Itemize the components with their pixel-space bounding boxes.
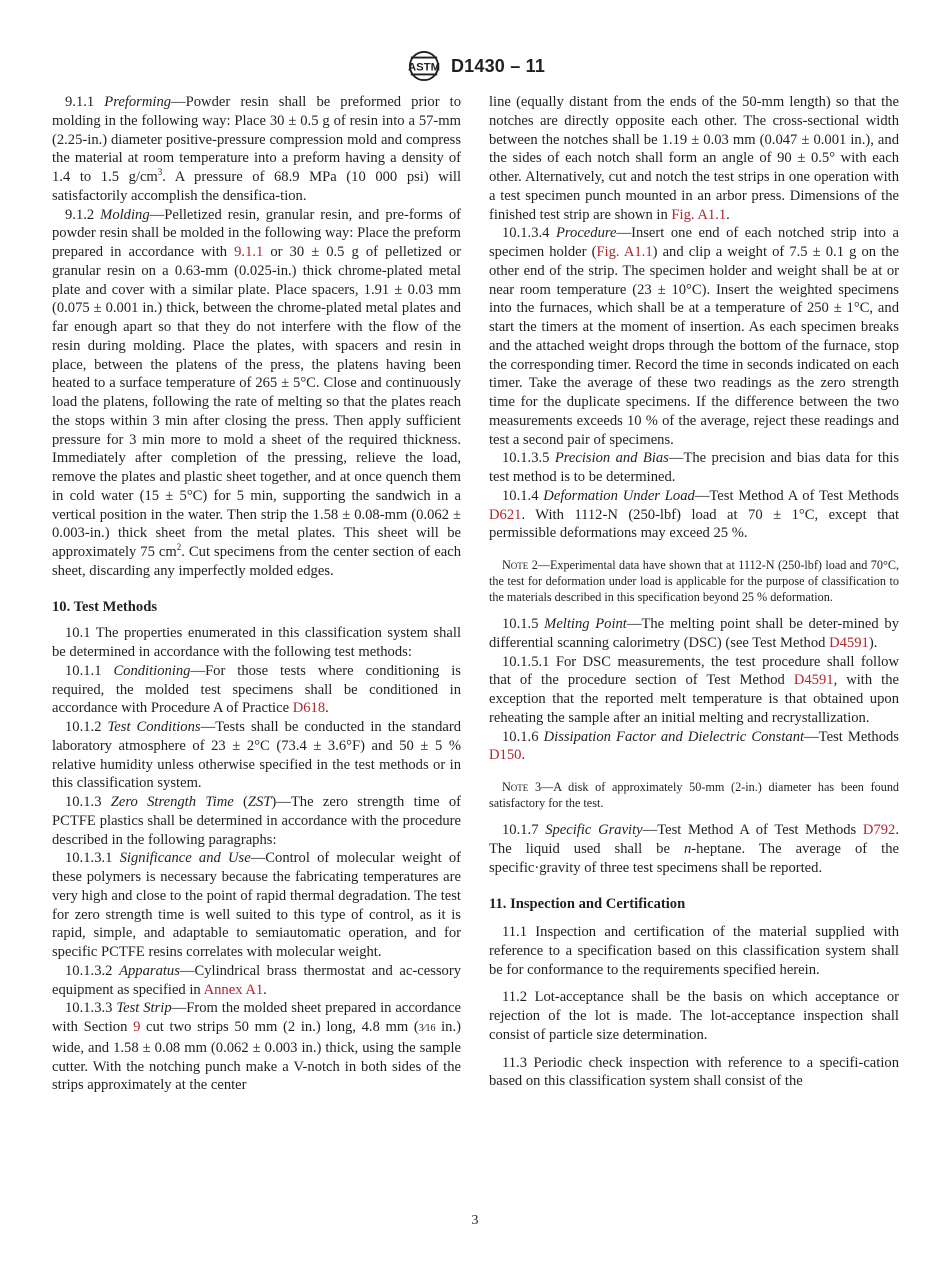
link-annex-a1[interactable]: Annex A1 [203,981,264,998]
body-text: —Test Method A of Test Methods [694,487,899,504]
note-text: —Experimental data have shown that at 1112-N (250-lbf) load and 70°C, the test for deformation under load is applicable for the purpose of classification to the materials described in this specification beyond 25 % deformation. [489,558,899,604]
body-text: . The liquid used shall be [489,822,900,857]
section-title: Test Conditions [107,719,201,735]
section-number: 10.1.5 [502,616,539,632]
body-text: . A pressure of 68.9 MPa (10 000 psi) will satisfactorily accomplish the densifica-tion. [52,169,462,204]
body-text: —For those tests where conditioning is required, the molded test specimens shall be conditioned in accordance with Procedure A of Practice [52,662,461,717]
section-number: 10.1.3.2 [65,962,113,979]
body-text: . [325,700,329,717]
body-text: —Powder resin shall be preformed prior to molding in the following way: Place 30 ± 0.5 g of resin into a 57-mm (2.25-in.) diameter positive-pressure compression mold and compress the material at room temperature into a preform having a density of 1.4 to 1.5 g/cm [52,94,461,185]
fraction: 3⁄16 [418,1023,436,1034]
body-text: —The zero strength time of PCTFE plastics shall be determined in accordance with the procedure described in the following paragraphs: [52,794,461,848]
section-number: 10.1.3 [65,794,102,810]
link-d618[interactable]: D618 [292,700,326,717]
note-text: —A disk of approximately 50-mm (2-in.) diameter has been found satisfactory for the test. [489,780,900,810]
body-text: cut two strips 50 mm (2 in.) long, 4.8 mm ( [140,1019,419,1035]
note-label: Note 3 [502,780,542,794]
body-text: , with the exception that the reported melt temperature is that obtained upon reheating the sample after an initial melting and recrystallization. [489,672,899,726]
note-label: Note 2 [502,558,538,572]
svg-text:ASTM: ASTM [407,61,440,74]
section-heading-10: 10. Test Methods [52,598,158,615]
body-text: in.) wide, and 1.58 ± 0.08 mm (0.062 ± 0.003 in.) thick, using the sample cutter. With the notching punch make a V-notch in both sides of the strips approximately at the center [52,1019,461,1094]
section-number: 9.1.2 [65,206,95,223]
astm-logo-icon [405,50,443,82]
body-text: ( [233,794,248,810]
body-text: ) and clip a weight of 7.5 ± 0.1 g on the other end of the strip. The specimen holder and weight shall be at or near room temperature (23 ± 10°C). Insert the weighted specimens into the furnaces, which shall be at a temperature of 250 ± 1°C, and start the timers at the moment of insertion. As each specimen breaks and the attached weight drops through the bottom of the furnace, stop the corresponding timer. Record the time in seconds indicated on each timer. Take the average of these two readings as the zero strength time for the duplicate specimens. If the difference between the two measurements exceeds 10 % of the average, reject these readings and test a second pair of specimens. [489,244,899,448]
body-text: —Insert one end of each notched strip into a specimen holder ( [489,225,899,260]
link-d150[interactable]: D150 [489,747,522,764]
abbreviation: ZST [247,794,272,810]
paragraph-10-1-5 [489,615,899,653]
paragraph-10-1: 10.1 The properties enumerated in this classification system shall be determined in accordance with the following test methods: [52,625,461,660]
section-title: Dissipation Factor and Dielectric Constant [543,728,805,745]
paragraph-10-1-3-4 [489,224,899,449]
section-number: 10.1.3.1 [65,850,113,867]
body-text: 10.1.5.1 For DSC measurements, the test procedure shall follow that of the procedure section of Test Method [489,653,899,689]
body-text: —Test Method A of Test Methods [642,822,863,838]
section-title: Melting Point [544,616,627,632]
right-column [489,93,899,1091]
body-text: —Pelletized resin, granular resin, and pre-forms of powder resin shall be molded in the following way: Place the preform prepared in accordance with [52,206,461,260]
page-number: 3 [471,1213,479,1228]
section-title: Procedure [555,225,617,242]
body-text: line (equally distant from the ends of the 50-mm length) so that the notches are directly opposite each other. The cross-sectional width between the notches shall be 1.19 ± 0.03 mm (0.047 ± 0.001 in.), and the sides of each notch shall form an angle of 90 ± 0.5° with each other. Alternatively, cut and notch the test strips in one operation with a test specimen punch mounted in an arbor press. Dimensions of the finished test strip are shown in [489,94,899,223]
note-2 [489,557,899,605]
superscript: 3 [157,167,163,177]
body-text: . [521,747,526,764]
section-number: 10.1.3.4 [502,225,550,242]
paragraph-10-1-5-1 [489,653,899,728]
section-title: Preforming [104,94,172,110]
section-number: 10.1.3.5 [502,450,550,467]
body-text: . [726,206,730,223]
section-heading-11: 11. Inspection and Certification [489,896,686,913]
body-text: . With 1112-N (250-lbf) load at 70 ± 1°C, except that permissible deformations may exceed 25 %. [489,506,899,542]
paragraph-10-1-3-5 [489,449,899,487]
paragraph-10-1-2 [52,718,461,793]
section-title: Apparatus [119,962,180,979]
paragraph-10-1-3-1 [52,849,461,962]
section-title: Precision and Bias [554,450,669,467]
section-number: 10.1.3.3 [65,1000,113,1017]
link-fig-a1-1[interactable]: Fig. A1.1 [671,206,727,223]
italic-n: n [683,840,692,857]
superscript: 2 [176,542,182,552]
document-id: D1430 – 11 [450,55,546,76]
paragraph-10-1-3-2 [52,962,461,1000]
paragraph-11-1: 11.1 Inspection and certification of the material supplied with reference to a specification based on this classification system shall be for conformance to the requirements specified herein. [489,924,899,978]
paragraph-10-1-3-3 [52,999,461,1095]
page-header [0,50,950,87]
link-fig-a1-1[interactable]: Fig. A1.1 [596,244,653,260]
section-title: Zero Strength Time [110,794,234,810]
section-title: Deformation Under Load [543,487,695,504]
paragraph-10-1-7 [489,821,899,877]
body-text: or 30 ± 0.5 g of pelletized or granular resin on a 0.63-mm (0.025-in.) thick chrome-plated metal plate and cover with a similar plate. Place spacers, 1.91 ± 0.03 mm (0.075 ± 0.001 in.) thick, between the chrome-plated metal plates and far enough apart so that they do not interfere with the flow of the resin during molding. Place the plates, with spacers and resin in place, between the platens of the press, the platens having been heated to a surface temperature of 265 ± 5°C. Close and continuously load the platens, following the rate of melting so that the plates reach the stops within 3 min after closing the press. Then apply sufficient pressure for 3 min more to mold a sheet of the required thickness. Immediately after completion of the pressing, relieve the load, remove the plates and plastic sheet together, and at once quench them in cold water (15 ± 5°C) for 5 min, supporting the sandwich in a vertical position in the water. Then strip the 1.58 ± 0.08-mm (0.062 ± 0.003-in.) thick sheet from the metal plates. This sheet will be approximately 75 cm [52,244,461,560]
body-text: —Control of molecular weight of these polymers is necessary because the fabricating temperatures are very high and close to the point of rapid thermal degradation. The test for zero strength time is well suited to this type of control, as it is rapid, simple, and adaptable to semiautomatic operation, and for specific PCTFE resins correlates with molecular weight. [52,850,461,960]
body-text: . [263,981,267,998]
section-title: Conditioning [113,662,191,679]
section-title: Test Strip [116,1000,172,1017]
body-text: ) [271,794,277,810]
paragraph-10-1-6 [489,728,899,766]
link-d4591[interactable]: D4591 [793,672,834,689]
link-d621[interactable]: D621 [489,506,522,523]
paragraph-11-2: 11.2 Lot-acceptance shall be the basis on which acceptance or rejection of the lot is made. The lot-acceptance inspection shall consist of particle size determination. [489,989,899,1043]
link-9-1-1[interactable]: 9.1.1 [234,244,264,260]
section-number: 10.1.6 [502,728,539,745]
paragraph-9-1-2 [52,206,461,581]
section-number: 9.1.1 [65,94,95,110]
link-section-9[interactable]: 9 [133,1019,141,1035]
paragraph-10-1-1 [52,662,461,718]
body-text: —The precision and bias data for this test method is to be determined. [489,450,899,485]
body-text: —Tests shall be conducted in the standard laboratory atmosphere of 23 ± 2°C (73.4 ± 3.6°F) and 50 ± 5 % relative humidity unless otherwise specified in the test methods or in this classification system. [52,719,462,792]
paragraph-10-1-4 [489,487,899,543]
body-text: —Test Methods [804,728,899,745]
left-column [52,93,461,1095]
body-text: . Cut specimens from the center section of each sheet, discarding any imperfectly molded edges. [52,544,462,579]
paragraph-10-1-3-3-continued [489,93,899,224]
section-title: Molding [100,206,150,223]
paragraph-10-1-3 [52,793,461,849]
body-text: ). [868,634,878,651]
section-title: Significance and Use [119,850,251,867]
body-text: -heptane. The average of the specific·gravity of three test specimens shall be reported. [489,840,899,876]
paragraph-11-3: 11.3 Periodic check inspection with reference to a specifi-cation based on this classification system shall consist of the [489,1054,899,1090]
section-number: 10.1.7 [502,822,539,838]
body-text: —The melting point shall be deter-mined by differential scanning calorimetry (DSC) (see Test Method [489,616,899,651]
section-number: 10.1.1 [65,662,102,679]
note-3 [489,779,899,811]
link-d4591[interactable]: D4591 [829,634,869,651]
section-title: Specific Gravity [545,822,643,838]
body-text: —Cylindrical brass thermostat and ac-cessory equipment as specified in [52,962,461,998]
link-d792[interactable]: D792 [862,822,896,838]
paragraph-9-1-1 [52,93,461,206]
section-number: 10.1.2 [65,719,102,735]
section-number: 10.1.4 [502,487,539,504]
body-text: —From the molded sheet prepared in accordance with Section [52,1000,461,1035]
